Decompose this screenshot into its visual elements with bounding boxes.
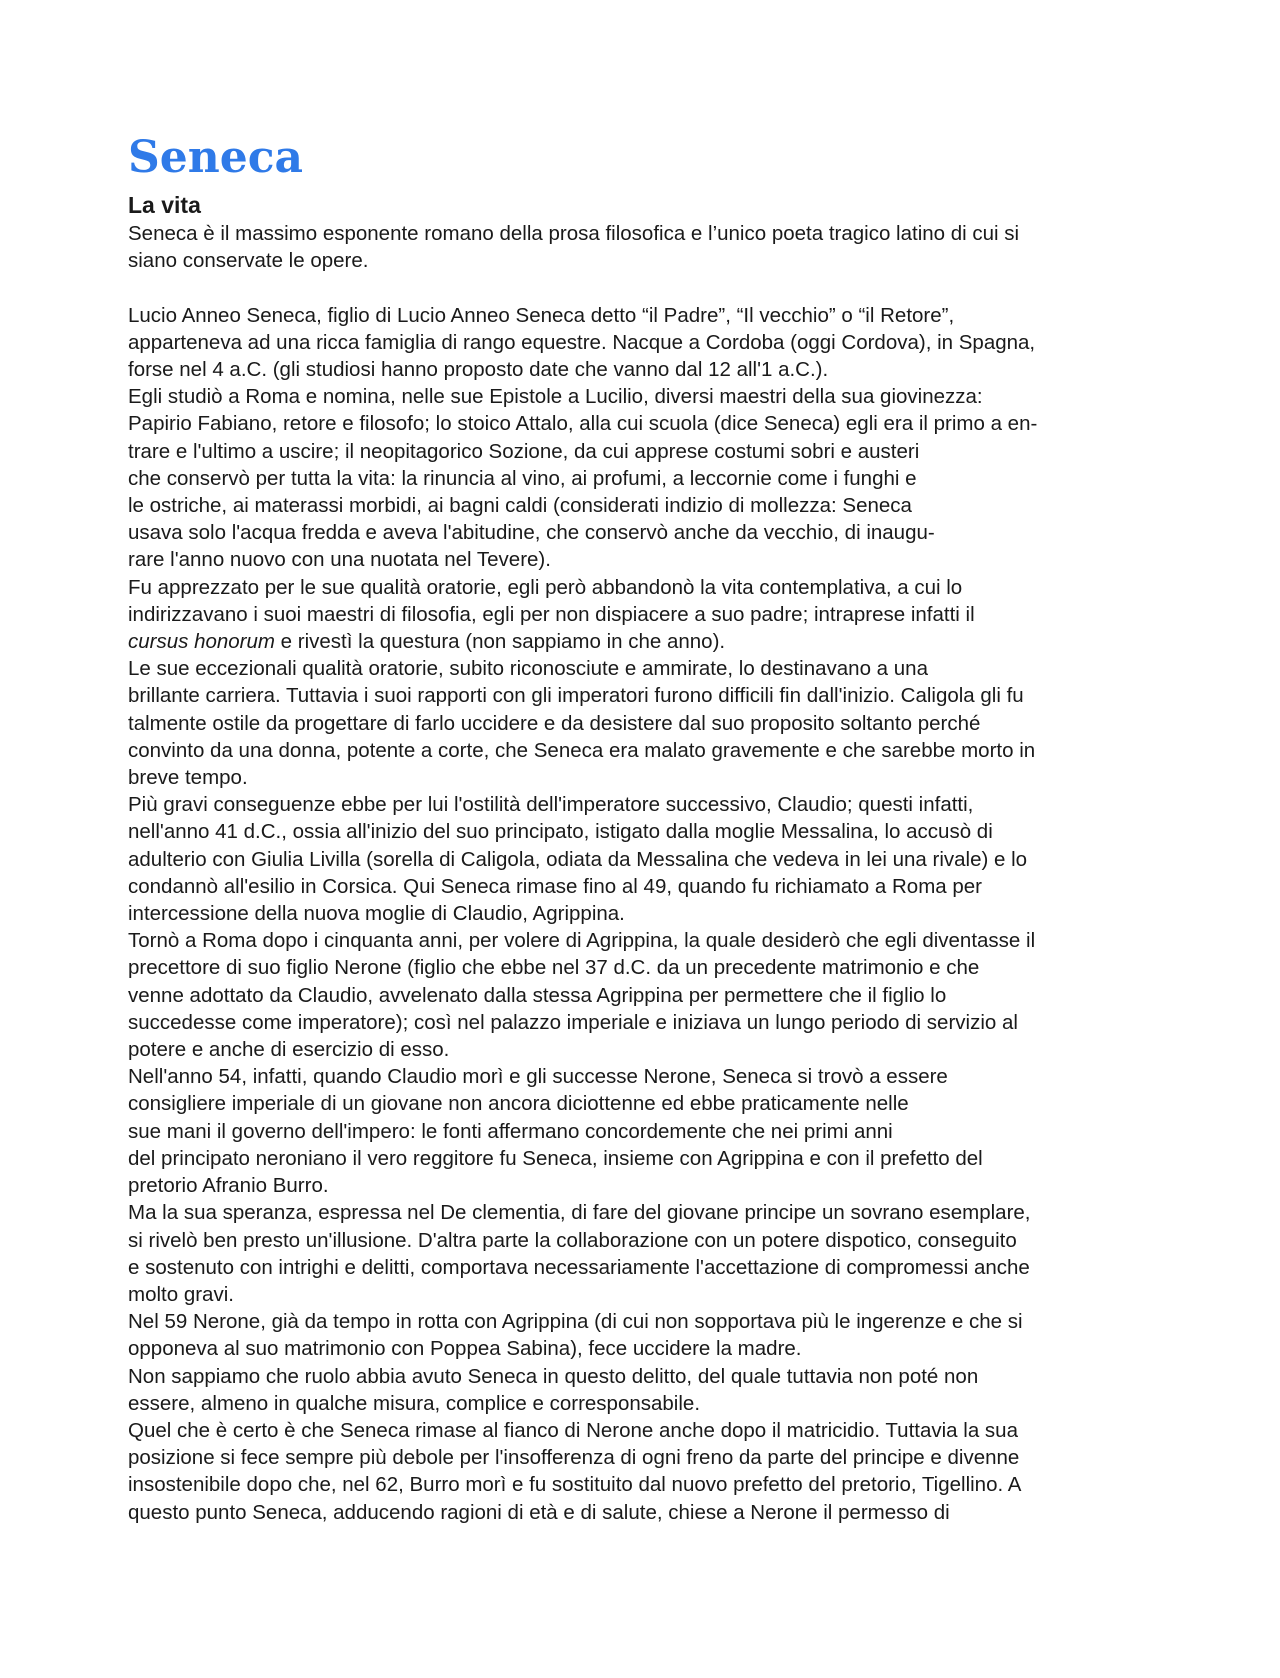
text-line: che conservò per tutta la vita: la rinuncia al vino, ai profumi, a leccornie come i funghi e	[128, 466, 917, 490]
text-line: Fu apprezzato per le sue qualità oratorie, egli però abbandonò la vita contemplativa, a cui lo	[128, 575, 963, 599]
text-line: adulterio con Giulia Livilla (sorella di Caligola, odiata da Messalina che vedeva in lei una rivale) e lo	[128, 847, 1028, 871]
text-line: usava solo l'acqua fredda e aveva l'abitudine, che conservò anche da vecchio, di inaugu-	[128, 521, 935, 545]
text-line: Non sappiamo che ruolo abbia avuto Seneca in questo delitto, del quale tuttavia non poté non	[128, 1364, 979, 1388]
document-title: Seneca	[128, 132, 304, 183]
text-line: Più gravi conseguenze ebbe per lui l'ostilità dell'imperatore successivo, Claudio; questi infatti,	[128, 793, 974, 817]
text-line: intercessione della nuova moglie di Claudio, Agrippina.	[128, 902, 625, 926]
text-line: Le sue eccezionali qualità oratorie, subito riconosciute e ammirate, lo destinavano a una	[128, 657, 928, 681]
text-line: potere e anche di esercizio di esso.	[128, 1038, 450, 1062]
text-line: Lucio Anneo Seneca, figlio di Lucio Anneo Seneca detto “il Padre”, “Il vecchio” o “il Retore”,	[128, 303, 955, 327]
text-line: trare e l'ultimo a uscire; il neopitagorico Sozione, da cui apprese costumi sobri e austeri	[128, 439, 920, 463]
text-line: le ostriche, ai materassi morbidi, ai bagni caldi (considerati indizio di mollezza: Seneca	[128, 494, 912, 518]
text-span: e rivestì la questura (non sappiamo in che anno).	[274, 630, 726, 654]
text-line: apparteneva ad una ricca famiglia di rango equestre. Nacque a Cordoba (oggi Cordova), in Spagna,	[128, 330, 1036, 354]
text-line: insostenibile dopo che, nel 62, Burro morì e fu sostituito dal nuovo prefetto del pretorio, Tigellino. A	[128, 1473, 1022, 1497]
text-line: Ma la sua speranza, espressa nel De clementia, di fare del giovane principe un sovrano esemplare,	[128, 1201, 1031, 1225]
text-line: Egli studiò a Roma e nomina, nelle sue Epistole a Lucilio, diversi maestri della sua giovinezza:	[128, 385, 983, 409]
text-line: convinto da una donna, potente a corte, che Seneca era malato gravemente e che sarebbe morto in	[128, 738, 1036, 762]
text-line: molto gravi.	[128, 1282, 234, 1306]
text-line: si rivelò ben presto un'illusione. D'altra parte la collaborazione con un potere dispotico, conseguito	[128, 1228, 1017, 1252]
text-line: forse nel 4 a.C. (gli studiosi hanno proposto date che vanno dal 12 all'1 a.C.).	[128, 358, 829, 381]
text-line: succedesse come imperatore); così nel palazzo imperiale e iniziava un lungo periodo di servizio al	[128, 1010, 1018, 1034]
text-line: pretorio Afranio Burro.	[128, 1174, 329, 1198]
text-line: e sostenuto con intrighi e delitti, comportava necessariamente l'accettazione di compromessi anche	[128, 1255, 1030, 1279]
text-line: breve tempo.	[128, 766, 248, 790]
text-line: opponeva al suo matrimonio con Poppea Sabina), fece uccidere la madre.	[128, 1337, 802, 1361]
document-page	[128, 128, 1158, 1526]
text-line: Quel che è certo è che Seneca rimase al fianco di Nerone anche dopo il matricidio. Tuttavia la sua	[128, 1418, 1018, 1442]
text-line: condannò all'esilio in Corsica. Qui Seneca rimase fino al 49, quando fu richiamato a Roma per	[128, 874, 982, 898]
text-line: indirizzavano i suoi maestri di filosofia, egli per non dispiacere a suo padre; intraprese infatti il	[128, 602, 975, 626]
text-line: sue mani il governo dell'impero: le fonti affermano concordemente che nei primi anni	[128, 1119, 893, 1143]
text-line	[128, 628, 1158, 655]
blank-line	[128, 274, 1158, 301]
text-line: nell'anno 41 d.C., ossia all'inizio del suo principato, istigato dalla moglie Messalina, lo accusò di	[128, 820, 993, 844]
text-line: Papirio Fabiano, retore e filosofo; lo stoico Attalo, alla cui scuola (dice Seneca) egli era il primo a en-	[128, 412, 1038, 436]
text-line: rare l'anno nuovo con una nuotata nel Tevere).	[128, 548, 551, 572]
text-line: essere, almeno in qualche misura, complice e corresponsabile.	[128, 1391, 701, 1415]
text-line: brillante carriera. Tuttavia i suoi rapporti con gli imperatori furono difficili fin dall'inizio. Caligola gli fu	[128, 684, 1024, 708]
text-line: Nel 59 Nerone, già da tempo in rotta con Agrippina (di cui non sopportava più le ingerenze e che si	[128, 1310, 1023, 1334]
italic-term: cursus honorum	[128, 630, 275, 654]
text-line: del principato neroniano il vero reggitore fu Seneca, insieme con Agrippina e con il prefetto del	[128, 1146, 983, 1170]
text-line: talmente ostile da progettare di farlo uccidere e da desistere dal suo proposito soltanto perché	[128, 711, 981, 735]
text-line: Nell'anno 54, infatti, quando Claudio morì e gli successe Nerone, Seneca si trovò a essere	[128, 1065, 948, 1089]
body-text	[128, 220, 1158, 1526]
text-line: precettore di suo figlio Nerone (figlio che ebbe nel 37 d.C. da un precedente matrimonio e che	[128, 956, 980, 980]
text-line: siano conservate le opere.	[128, 249, 369, 273]
text-line: questo punto Seneca, adducendo ragioni di età e di salute, chiese a Nerone il permesso di	[128, 1500, 950, 1524]
text-line: Seneca è il massimo esponente romano della prosa filosofica e l’unico poeta tragico latino di cui si	[128, 222, 1020, 245]
text-line: venne adottato da Claudio, avvelenato dalla stessa Agrippina per permettere che il figlio lo	[128, 983, 947, 1007]
section-heading: La vita	[128, 192, 201, 218]
text-line: consigliere imperiale di un giovane non ancora diciottenne ed ebbe praticamente nelle	[128, 1092, 909, 1116]
text-line: Tornò a Roma dopo i cinquanta anni, per volere di Agrippina, la quale desiderò che egli diventasse il	[128, 929, 1036, 953]
text-line: posizione si fece sempre più debole per l'insofferenza di ogni freno da parte del principe e divenne	[128, 1446, 1020, 1470]
